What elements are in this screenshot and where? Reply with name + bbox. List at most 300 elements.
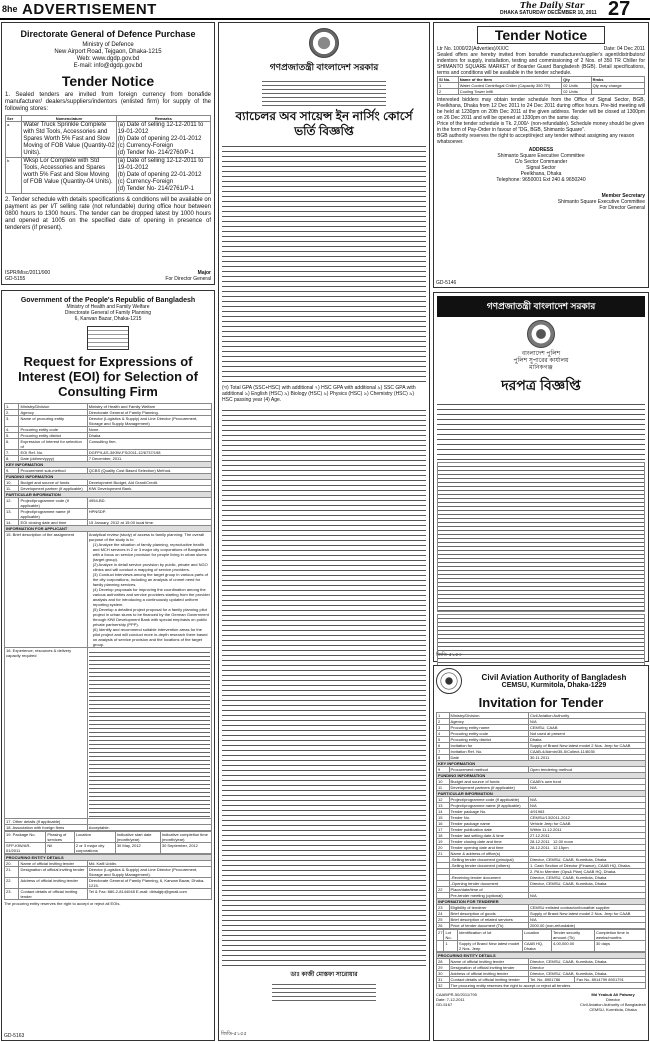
cell: Director (Logistics & Supply) and Line Director (Procurement, Storage and Supply Management) (87, 416, 211, 427)
cell: 30 September, 2012 (160, 843, 211, 854)
cell: 7 December, 2011. (87, 456, 211, 462)
cell: Nil (46, 843, 74, 854)
cell: Supply of Brand New latest model 2 Nos. Jeep for CAAB (528, 911, 645, 917)
intro-text: 1. Sealed tenders are invited from foreign currency from bonafide manufacturer/ dealers/suppliers/indentors (enlisted firm) for supply of the following stores: (5, 92, 211, 112)
cell: Procuring entity district (449, 737, 528, 743)
cell: Brief description of goods (449, 911, 528, 917)
cell: QCBS (Quality Cost Based Selection) Method. (87, 468, 211, 474)
col-header: Ser (6, 116, 22, 122)
section-header: KEY INFORMATION (5, 462, 212, 468)
section-header: FUNDING INFORMATION (5, 474, 212, 480)
ad-nursing-admission (218, 22, 430, 1041)
cell: Vehicle Jeep for CAAB (528, 821, 645, 827)
cell: Project/programme name (if applicable) (19, 509, 87, 520)
address-line: Signal Sector (526, 165, 556, 171)
cell: 16 (437, 821, 450, 827)
cell: -Receiving tender document (449, 875, 528, 881)
cell: The procuring entity reserves the right to accept or reject all tenders (449, 983, 645, 989)
cell: 4954-BD. (87, 498, 211, 509)
entity-table (4, 854, 212, 900)
body-text: Interested bidders may obtain tender schedule from the Office of Signal Sector, BGB, Peelkhana, Dhaka from 12 Dec 2011 to 24 Dec 2011 during office hours. Pre-bid meeting will be held at 1230pm on 20th Dec 2011 at the given address. Tender will be closed at 1300pm on 26 Dec 2011 and will be opened at 1330pm on the same day. (437, 97, 645, 121)
org-line: Ministry of Health and Family Welfare (66, 304, 150, 310)
cell: 8 (437, 755, 450, 761)
cell: Address of official inviting tender (449, 971, 528, 977)
cell: Contact details of official inviting tender (449, 977, 528, 983)
cell: Expression of Interest for selection of (19, 439, 87, 450)
cell: 17 (437, 827, 450, 833)
ad-subtitle: CEMSU, Kurmitola, Dhaka-1229 (501, 682, 607, 689)
col-header: Sl No. (438, 77, 459, 83)
signer-line: Civil Aviation Authority of Bangladesh (580, 1002, 646, 1007)
col-header: Nomenclature (22, 116, 116, 122)
org-line: 6, Karwan Bazar, Dhaka-1215 (74, 316, 142, 322)
cell: 21 (437, 851, 450, 857)
cell: 8. (5, 456, 19, 462)
cell: CAAB's own fund (528, 779, 645, 785)
org-line: বাংলাদেশ পুলিশ (521, 351, 561, 357)
cell: N/A (528, 797, 645, 803)
cell: N/A (528, 785, 645, 791)
cell: Wksp Lor Complete with Std Tools, Accessories and Spares worth 5% Fast and Slow Moving of FOB Value (Quantity-04 Units). (22, 158, 116, 194)
cell: Supply of Brand New latest model 2 Nos. Jeep (458, 941, 523, 952)
eoi-table (4, 403, 212, 831)
cell: Water Cooled Centrifugal Chiller (Capacity 350 TR) (458, 83, 562, 89)
cell: EOI closing date and time (19, 520, 87, 526)
body-text-block (222, 406, 426, 966)
cell: 2 (437, 719, 450, 725)
brief-item: (1) Analyze the situation of family planning, reproductive health and MCH services in 2 or 3 major city corporations of Bangladesh with a focus on service provision for people living in urban slums (target group). (92, 542, 210, 562)
cell: 1 (438, 83, 459, 89)
cell: 29 (437, 965, 450, 971)
time: 12.00 noon (553, 839, 574, 844)
cell: 2 or 3 major city corporations (74, 843, 115, 854)
cell: Tel & Fax: 880-2-8144048 E-mail: dirlsdgfp@gmail.com (87, 889, 211, 900)
cell: 23. (5, 889, 19, 900)
signer-line: Shimanto Square Executive Committee (557, 199, 645, 205)
col-header: Indicative start date (month/year) (115, 832, 160, 843)
table-row (437, 977, 646, 983)
cell: 18. Association with foreign firms (5, 825, 88, 831)
cell: Project/programme code (if applicable) (19, 498, 87, 509)
date: 28.12.2011 (529, 845, 550, 850)
cell: Tender No. (449, 815, 528, 821)
cell: Date (dd/mm/yyyy) (19, 456, 87, 462)
cell: N/A (528, 719, 645, 725)
cell: Tender last selling date & time (449, 833, 528, 839)
cell: b. (6, 158, 22, 194)
cell: 30.11.2011 (528, 755, 645, 761)
address-line: Telephone: 9650001 Ext 240 & 9650240 (496, 177, 586, 183)
cell: Tender closing date and time (449, 839, 528, 845)
cell: CEMSU enlisted contractor/bonafide supplier. (528, 905, 645, 911)
remark: (c) Currency-Foreign (117, 143, 174, 149)
cell: Designation of official inviting tender (449, 965, 528, 971)
ref-line: Date: 7-12-2011 (436, 997, 465, 1002)
cell: Consulting firm. (87, 439, 211, 450)
col-header: Name of the Item (458, 77, 562, 83)
brief-intro: Analytical review (study) of access to family planning: The overall purpose of the study is to (88, 532, 205, 542)
ad-heading: ব্যাচেলর অব সায়েন্স ইন নার্সিং কোর্সে ভর্তি বিজ্ঞপ্তি (235, 109, 413, 138)
cell: Cooling Tower Infill (458, 89, 562, 95)
cell: 6. (5, 439, 19, 450)
reserve-text: BGB authority reserves the right to accept/reject any tender without assigning any reason whatsoever. (437, 133, 635, 145)
cell: Water Truck Sprinkle Complete with Std Tools, Accessories and Spares Worth 5% Fast and Slow Moving of FOB Value (Quantity-02 Units). (23, 122, 115, 156)
cell: Md. Kafil Uddin. (87, 861, 211, 867)
cell: 11. (5, 486, 19, 492)
cell: 02 Units (562, 83, 591, 89)
signer: Md Yeakub Ali Patwary (591, 992, 635, 997)
cell (87, 532, 211, 648)
ref-no: ISPR/Misc/2011/900 (5, 270, 51, 276)
cell: Tender publication date (449, 827, 528, 833)
address-line: Peelkhana, Dhaka (520, 171, 562, 177)
caab-table (436, 712, 646, 929)
cell: 31 (437, 977, 450, 983)
cell: Director, CEMSU, CAAB, Kurmitola, Dhaka (528, 875, 645, 881)
table-row (5, 825, 212, 831)
time: 12.15pm (553, 845, 569, 850)
cell: 16. Experience, resources & delivery capacity required (5, 648, 88, 819)
org-line: মানিকগঞ্জ (529, 365, 553, 371)
cell: 2000.00 (non-refundable) (528, 923, 645, 929)
page-number: 27 (608, 0, 631, 20)
cell: KfW Development Bank. (87, 486, 211, 492)
issue-date: DHAKA SATURDAY DECEMBER 10, 2011 (500, 10, 597, 16)
cell: Agency (449, 719, 528, 725)
col-header: Indicative completion time (month/year) (160, 832, 211, 843)
cell: 9 (437, 767, 450, 773)
col-header: Identification of lot (458, 930, 523, 941)
cell: 30 (437, 971, 450, 977)
cell: DGFP/L&S-3/KfW-FS/2011-12/6737/198 (87, 450, 211, 456)
cell: -Selling tender document (principal) (449, 857, 528, 863)
table-row (5, 532, 212, 648)
experience-text-block (87, 648, 211, 819)
cell: Director, CEMSU, CAAB, Kurmitola, Dhaka (528, 857, 645, 863)
cell: 1 (444, 941, 458, 952)
table-row (438, 83, 645, 89)
details-table (437, 462, 645, 612)
cell: 19 (437, 839, 450, 845)
cell: Procurement method (449, 767, 528, 773)
gd-number: GD-5155 (5, 276, 26, 282)
table-row (437, 863, 646, 869)
cell: 4,00,000.00 (552, 941, 595, 952)
cell: Development Budget, Aid Grant/Credit. (87, 480, 211, 486)
lot-table (436, 929, 646, 952)
section-header: INFORMATION FOR APPLICANT (5, 526, 212, 532)
address-line: C/o Sector Commander (514, 159, 568, 165)
cell: 12. (5, 498, 19, 509)
cell: 6 (437, 743, 450, 749)
cell: 32 (437, 983, 450, 989)
table-row (5, 498, 212, 509)
cell: 14 (437, 809, 450, 815)
cell: 10. (5, 480, 19, 486)
gd-number: জিডি-৫১৫৩ (436, 652, 462, 658)
cell: Procuring entity code (449, 731, 528, 737)
cell: Qty may change (591, 83, 644, 89)
signer: Major (197, 270, 211, 276)
cell: Name of procuring entity (19, 416, 87, 427)
cell: 1. (5, 404, 19, 410)
cell: Director, CEMSU, CAAB, Kurmitola, Dhaka (528, 881, 645, 887)
cell (437, 941, 444, 952)
section-header: PARTICULAR INFORMATION (5, 492, 212, 498)
cell: Procuring entity code (19, 427, 87, 433)
table-row (437, 983, 646, 989)
col-header: Remarks (116, 116, 210, 122)
gd-number: GD-5167 (436, 1002, 453, 1007)
cell: CAAB HQ, Dhaka (523, 941, 552, 952)
cell: 13. (5, 509, 19, 520)
cell: Contact details of official inviting tender (19, 889, 87, 900)
col-header: Phasing of services (46, 832, 74, 843)
table-row (5, 648, 212, 819)
cell: -Selling tender document (others) (449, 863, 528, 869)
section-header: PARTICULAR INFORMATION (437, 791, 646, 797)
gd-number: GD-5146 (436, 280, 457, 286)
cell: N/A (528, 893, 645, 899)
cell: 4/91963 (528, 809, 645, 815)
col-header: Rmks (591, 77, 644, 83)
cell: Invitation for (449, 743, 528, 749)
table-row (5, 889, 212, 900)
col-header: Qty (562, 77, 591, 83)
cell: 23 (437, 905, 450, 911)
cell: N/A (528, 917, 645, 923)
cell: 20. (5, 861, 19, 867)
cell: 9. (5, 468, 19, 474)
ad-heading: Request for Expressions of Interest (EOI) for Selection of Consulting Firm (18, 354, 198, 399)
remark: (a) Date of selling 12-12-2011 to 19-01-2012 (117, 122, 204, 135)
cell: Director (528, 965, 645, 971)
cell: Pre-tender meeting (optional) (449, 893, 528, 899)
cell: Ministry/Division (19, 404, 87, 410)
org-line: Government of the People's Republic of Bangladesh (20, 297, 196, 304)
cell: 25 (437, 917, 450, 923)
cell: Dhaka (87, 433, 211, 439)
bd-emblem-icon (309, 28, 339, 58)
cell: 3. (5, 416, 19, 427)
cell: Date (449, 755, 528, 761)
cell: 10 (437, 779, 450, 785)
cell: 20 (437, 845, 450, 851)
cell: 1 (437, 713, 450, 719)
table-row (5, 416, 212, 427)
section-header: INFORMATION FOR TENDERER (437, 899, 646, 905)
cell: Invitation Ref. No. (449, 749, 528, 755)
caab-logo-icon (436, 668, 462, 694)
table-row (5, 843, 212, 854)
gd-number: জিডি-৫১৫৫ (221, 1031, 247, 1037)
cell: 18 (437, 833, 450, 839)
cell: 2 (438, 89, 459, 95)
cell: Budget and source of funds (449, 779, 528, 785)
cell: 15 January, 2012 at 15:00 local time. (87, 520, 211, 526)
brief-item: (4) Develop proposals for improving the coordination among the various authorities and service providers starting from the provider analysis and for introducing a continuously updated uniform reporting system. (92, 587, 210, 607)
cell: 14. (5, 520, 19, 526)
ad-heading: দরপত্র বিজ্ঞপ্তি (501, 377, 581, 393)
cell: Ministry/Division (449, 713, 528, 719)
cell: 4 (437, 731, 450, 737)
cell: Not used at present (528, 731, 645, 737)
body-text-block (222, 142, 426, 382)
ad-police-tender (433, 292, 649, 662)
cell: 30 May, 2012 (115, 843, 160, 854)
ad-heading: Tender Notice (477, 26, 605, 44)
ad-bgb-tender (433, 22, 649, 288)
ad-heading: Tender Notice (61, 73, 155, 89)
cell: Tender package No. (449, 809, 528, 815)
org-line: E-mail: info@dgdp.gov.bd (73, 63, 143, 69)
fp-logo (87, 326, 129, 350)
cell: Dhaka (528, 737, 645, 743)
col-header: Completion time in weeks/months (594, 930, 645, 941)
cell: 24 (437, 911, 450, 917)
ref-line: CAAB/PR-50/2011/795 (436, 992, 477, 997)
cell: Eligibility of tenderer (449, 905, 528, 911)
section-header: KEY INFORMATION (437, 761, 646, 767)
cell (116, 158, 210, 194)
cell (591, 89, 644, 95)
cell: Ministry of Health and Family Welfare (87, 404, 211, 410)
org-line: Web: www.dgdp.gov.bd (76, 56, 140, 62)
cell: 2. PA to Member (Ops& Plan) CAAB HQ, Dhaka. (528, 869, 645, 875)
cell: Development partner (if applicable) (19, 486, 87, 492)
items-table (5, 115, 211, 194)
cell: 26 (437, 923, 450, 929)
cell: 4. (5, 427, 19, 433)
table-row (6, 122, 211, 158)
cell: 1. Cash Section of Director (Finance), CAAB HQ, Dhaka. (528, 863, 645, 869)
cell: Acceptable. (87, 825, 211, 831)
cell: EOI Ref. No. (19, 450, 87, 456)
date: 28.12.2011 (529, 839, 550, 844)
cell: 5 (437, 737, 450, 743)
gov-title: গণপ্রজাতন্ত্রী বাংলাদেশ সরকার (269, 62, 379, 72)
cell: 15 (437, 815, 450, 821)
org-line: পুলিশ সুপারের কার্যালয় (513, 358, 569, 364)
cell: 2. (5, 410, 19, 416)
cell: Budget and source of funds (19, 480, 87, 486)
org-line: Ministry of Defence (82, 42, 134, 48)
table-row (437, 911, 646, 917)
org-line: Directorate General of Family Planning (64, 310, 152, 316)
cell: N/A (528, 803, 645, 809)
cell: Procuring entity name (449, 725, 528, 731)
table-row (6, 158, 211, 194)
ad-health-eoi (1, 290, 215, 1041)
address-heading: ADDRESS (528, 147, 554, 153)
ad-title: Civil Aviation Authority of Bangladesh (481, 673, 627, 682)
letter-no: Ltr No. 1000/22(Adverties)/XX/C (437, 46, 509, 52)
cell: 5. (5, 433, 19, 439)
section-title: ADVERTISEMENT (22, 1, 157, 18)
criteria-text: (খ) Total GPA (SSC+HSC) with additional ৭) HSC GPA with additional ৯) SSC GPA with additional ৯) English (HSC) ৯) Biology (HSC) ৯) Physics (HSC) ৯) Chemistry (HSC) ৯) HSC passing year (4) Age. (222, 385, 416, 403)
cell (116, 122, 210, 158)
reserve-note: The procuring entity reserves the right to accept or reject all EOIs. (4, 901, 121, 906)
table-row (5, 878, 212, 889)
cell: 22 (437, 887, 450, 893)
masthead (0, 0, 650, 20)
para-2: 2. Tender schedule with details specifications & conditions will be available on payment as per I/T selling rate (not refundable) during office hour between 0800 hours to 1300 hours. The tender can be dropped latest by 1000 hours and opened at 1005 on the specified date of opening in presence of tenderers (if present). (5, 197, 212, 231)
cell: Agency (19, 410, 87, 416)
cell: 15. Brief description of the assignment (5, 532, 88, 648)
body-text: Sealed offers are hereby invited from bonafide manufacturer/supplier's agent/distributors/ indentors for supply, installation, testing and commissioning of 2 Nos. of 350 TR Chiller for SHIMANTO SQUARE MARKET of Boarder Guard Bangladesh (BGB). Detail specifications, terms and conditions will be available in the tender schedule. (437, 52, 645, 76)
section-header: FUNDING INFORMATION (437, 773, 646, 779)
remark: (c) Currency-Foreign (117, 179, 174, 185)
cell: Directorate General of Family Planning, 6, Karwan Bazar, Dhaka-1215. (87, 878, 211, 889)
table-row (5, 509, 212, 520)
gd-number: GD-5163 (4, 1033, 25, 1039)
remark: (a) Date of selling 12-12-2011 to 19-01-2012 (117, 158, 204, 171)
cell: Name of official inviting tender (449, 959, 528, 965)
cell: Tel. No. 8901786 (528, 977, 575, 983)
cell: Directorate General of Family Planning. (87, 410, 211, 416)
cell: 28 (437, 959, 450, 965)
cell: Project/programme code (if applicable) (449, 797, 528, 803)
cell: SFP-KfW/AR-01/2011 (5, 843, 46, 854)
col-header: 27 (437, 930, 444, 941)
cell: Civil Aviation Authority (528, 713, 645, 719)
cell: Name of official inviting tender (19, 861, 87, 867)
cell: Open tendering method (528, 767, 645, 773)
cell: -Opening tender document (449, 881, 528, 887)
table-row (5, 439, 212, 450)
package-table (4, 831, 212, 854)
cell: Name & address of office(s) (449, 851, 528, 857)
col-header: 19. Package No. (5, 832, 46, 843)
cell: 21. (5, 867, 19, 878)
signer-line: For Director General (599, 205, 645, 211)
ad-heading: Invitation for Tender (478, 695, 604, 710)
cell: CAAB-4/Admin/35-5/Collect-11/8035 (528, 749, 645, 755)
police-logo-icon (527, 320, 555, 348)
col-header: Location (523, 930, 552, 941)
cell: CEMSU/13/2011-2012 (528, 815, 645, 821)
brief-item: (2) Analyze in detail service provision by public, private and NGO clinics and will conduct a mapping of service providers. (92, 562, 208, 572)
col-header: Lot No. (444, 930, 458, 941)
letter-date: Date: 04 Dec 2011 (603, 46, 645, 52)
cell: Place/date/time of (449, 887, 528, 893)
cell: Procurement sub-method (19, 468, 87, 474)
cell: Designation of official inviting tender (19, 867, 87, 878)
cell: 7. (5, 450, 19, 456)
cell: Supply of Brand New latest model 2 Nos. Jeep for CAAB (528, 743, 645, 749)
signer-title: For Director General (165, 276, 211, 282)
cell: a. (6, 122, 22, 158)
signer: ডাঃ কাজী মোস্তফা সারোয়ার (290, 972, 358, 978)
ad-defence-purchase (1, 22, 215, 285)
remark: (d) Tender No- 214/2761/P-1 (117, 186, 194, 192)
ad-title: Directorate General of Defence Purchase (20, 29, 196, 39)
brief-item: (6) Identify and recommend suitable intervention areas for the pilot project and will conduct more in-depth research there based on analysis of service provision and the locations of the target group. (92, 627, 208, 647)
ad-caab-tender (433, 665, 649, 1041)
cell: Address of official inviting tender (19, 878, 87, 889)
cell: Director, CEMSU, CAAB, Kurmitola, Dhaka. (528, 959, 645, 965)
cell: Director (Logistics & Supply) and Line Director (Procurement, Storage and Supply Management). (87, 867, 211, 878)
cell: 22. (5, 878, 19, 889)
cell: Tender package name (449, 821, 528, 827)
col-header: Location (74, 832, 115, 843)
org-line: New Airport Road, Tejgaon, Dhaka-1215 (54, 49, 162, 55)
body-text-block (437, 400, 645, 460)
table-row (437, 941, 646, 952)
cell: Within 11.12.2011 (528, 827, 645, 833)
cell: HPNSDP. (87, 509, 211, 520)
cell: None. (87, 427, 211, 433)
